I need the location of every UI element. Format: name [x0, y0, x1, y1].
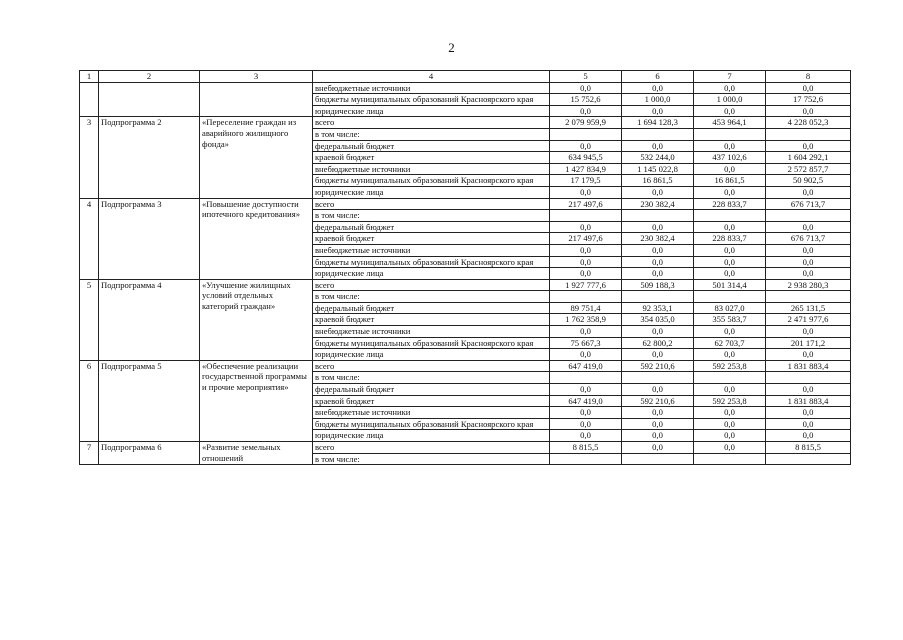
funding-source-cell: бюджеты муниципальных образований Красноярского края [313, 175, 550, 187]
value-cell: 0,0 [694, 384, 766, 396]
program-name-cell [200, 82, 313, 117]
value-cell: 592 253,8 [694, 395, 766, 407]
table-row [80, 198, 851, 210]
value-cell: 437 102,6 [694, 152, 766, 164]
funding-source-cell: бюджеты муниципальных образований Красноярского края [313, 418, 550, 430]
value-cell [766, 372, 851, 384]
value-cell: 0,0 [766, 140, 851, 152]
funding-source-cell: юридические лица [313, 268, 550, 280]
program-name-cell: «Переселение граждан из аварийного жилищного фонда» [200, 117, 313, 198]
value-cell: 0,0 [550, 221, 622, 233]
value-cell [550, 128, 622, 140]
value-cell: 16 861,5 [694, 175, 766, 187]
value-cell: 0,0 [766, 268, 851, 280]
value-cell: 0,0 [766, 105, 851, 117]
value-cell: 0,0 [550, 407, 622, 419]
row-number-cell: 4 [80, 198, 99, 279]
funding-source-cell: всего [313, 279, 550, 291]
value-cell: 0,0 [622, 186, 694, 198]
value-cell [550, 453, 622, 465]
funding-source-cell: юридические лица [313, 186, 550, 198]
funding-source-cell: внебюджетные источники [313, 244, 550, 256]
value-cell: 0,0 [694, 221, 766, 233]
value-cell: 634 945,5 [550, 152, 622, 164]
value-cell [766, 291, 851, 303]
value-cell [622, 210, 694, 222]
value-cell: 8 815,5 [766, 442, 851, 454]
funding-source-cell: бюджеты муниципальных образований Красноярского края [313, 94, 550, 106]
value-cell: 50 902,5 [766, 175, 851, 187]
value-cell: 228 833,7 [694, 233, 766, 245]
header-cell: 8 [766, 71, 851, 83]
value-cell: 0,0 [550, 418, 622, 430]
value-cell: 2 938 280,3 [766, 279, 851, 291]
value-cell: 0,0 [622, 244, 694, 256]
funding-source-cell: внебюджетные источники [313, 82, 550, 94]
value-cell: 0,0 [550, 349, 622, 361]
program-name-cell: «Обеспечение реализации государственной программы и прочие мероприятия» [200, 360, 313, 441]
value-cell [766, 210, 851, 222]
row-number-cell: 3 [80, 117, 99, 198]
funding-source-cell: в том числе: [313, 291, 550, 303]
program-name-cell: «Улучшение жилищных условий отдельных категорий граждан» [200, 279, 313, 360]
value-cell: 1 000,0 [694, 94, 766, 106]
funding-source-cell: всего [313, 442, 550, 454]
program-cell: Подпрограмма 5 [99, 360, 200, 441]
funding-source-cell: всего [313, 360, 550, 372]
value-cell: 75 667,3 [550, 337, 622, 349]
header-cell: 5 [550, 71, 622, 83]
value-cell: 17 179,5 [550, 175, 622, 187]
value-cell: 1 927 777,6 [550, 279, 622, 291]
funding-source-cell: федеральный бюджет [313, 302, 550, 314]
value-cell: 0,0 [694, 407, 766, 419]
value-cell: 0,0 [550, 256, 622, 268]
value-cell: 592 253,8 [694, 360, 766, 372]
value-cell: 201 171,2 [766, 337, 851, 349]
value-cell: 62 703,7 [694, 337, 766, 349]
value-cell: 501 314,4 [694, 279, 766, 291]
table-row [80, 117, 851, 129]
funding-source-cell: в том числе: [313, 128, 550, 140]
program-cell: Подпрограмма 2 [99, 117, 200, 198]
funding-source-cell: краевой бюджет [313, 152, 550, 164]
value-cell [550, 210, 622, 222]
value-cell [694, 453, 766, 465]
value-cell: 0,0 [550, 244, 622, 256]
value-cell: 228 833,7 [694, 198, 766, 210]
value-cell: 1 604 292,1 [766, 152, 851, 164]
value-cell [550, 291, 622, 303]
program-cell: Подпрограмма 6 [99, 442, 200, 465]
funding-source-cell: федеральный бюджет [313, 384, 550, 396]
row-number-cell: 5 [80, 279, 99, 360]
value-cell: 0,0 [694, 349, 766, 361]
value-cell: 0,0 [694, 326, 766, 338]
value-cell: 676 713,7 [766, 233, 851, 245]
value-cell: 0,0 [622, 407, 694, 419]
table-row [80, 279, 851, 291]
funding-source-cell: юридические лица [313, 430, 550, 442]
value-cell: 0,0 [622, 140, 694, 152]
funding-source-cell: всего [313, 117, 550, 129]
value-cell: 0,0 [766, 326, 851, 338]
value-cell [550, 372, 622, 384]
value-cell: 8 815,5 [550, 442, 622, 454]
funding-source-cell: бюджеты муниципальных образований Красноярского края [313, 256, 550, 268]
value-cell: 0,0 [622, 349, 694, 361]
page-number: 2 [448, 40, 455, 55]
value-cell: 355 583,7 [694, 314, 766, 326]
value-cell: 0,0 [766, 418, 851, 430]
funding-source-cell: внебюджетные источники [313, 407, 550, 419]
funding-source-cell: федеральный бюджет [313, 140, 550, 152]
funding-source-cell: краевой бюджет [313, 314, 550, 326]
program-cell: Подпрограмма 3 [99, 198, 200, 279]
value-cell: 0,0 [694, 430, 766, 442]
value-cell: 89 751,4 [550, 302, 622, 314]
value-cell [694, 128, 766, 140]
value-cell: 1 427 834,9 [550, 163, 622, 175]
table-row [80, 360, 851, 372]
value-cell [766, 128, 851, 140]
value-cell: 0,0 [550, 140, 622, 152]
value-cell: 2 572 857,7 [766, 163, 851, 175]
value-cell: 217 497,6 [550, 233, 622, 245]
value-cell: 0,0 [622, 418, 694, 430]
value-cell: 0,0 [550, 82, 622, 94]
value-cell: 453 964,1 [694, 117, 766, 129]
value-cell [694, 291, 766, 303]
value-cell: 0,0 [550, 186, 622, 198]
value-cell [622, 291, 694, 303]
header-cell: 3 [200, 71, 313, 83]
value-cell: 2 079 959,9 [550, 117, 622, 129]
funding-source-cell: в том числе: [313, 372, 550, 384]
value-cell: 0,0 [694, 268, 766, 280]
program-cell: Подпрограмма 4 [99, 279, 200, 360]
funding-source-cell: в том числе: [313, 210, 550, 222]
funding-source-cell: внебюджетные источники [313, 163, 550, 175]
value-cell [694, 372, 766, 384]
header-cell: 7 [694, 71, 766, 83]
value-cell: 0,0 [766, 407, 851, 419]
value-cell: 62 800,2 [622, 337, 694, 349]
value-cell: 1 694 128,3 [622, 117, 694, 129]
budget-table [79, 70, 851, 465]
value-cell: 0,0 [694, 244, 766, 256]
value-cell: 0,0 [622, 82, 694, 94]
value-cell: 0,0 [766, 221, 851, 233]
value-cell: 0,0 [550, 326, 622, 338]
funding-source-cell: в том числе: [313, 453, 550, 465]
value-cell: 230 382,4 [622, 198, 694, 210]
program-name-cell: «Повышение доступности ипотечного кредитования» [200, 198, 313, 279]
value-cell: 0,0 [694, 442, 766, 454]
value-cell: 1 762 358,9 [550, 314, 622, 326]
funding-source-cell: бюджеты муниципальных образований Красноярского края [313, 337, 550, 349]
value-cell: 0,0 [622, 326, 694, 338]
value-cell: 0,0 [694, 105, 766, 117]
value-cell [622, 128, 694, 140]
header-cell: 2 [99, 71, 200, 83]
header-cell: 1 [80, 71, 99, 83]
value-cell: 0,0 [766, 349, 851, 361]
value-cell: 0,0 [694, 82, 766, 94]
value-cell: 15 752,6 [550, 94, 622, 106]
value-cell: 592 210,6 [622, 395, 694, 407]
value-cell: 0,0 [766, 186, 851, 198]
value-cell: 4 228 052,3 [766, 117, 851, 129]
value-cell [622, 372, 694, 384]
value-cell: 0,0 [622, 256, 694, 268]
value-cell: 16 861,5 [622, 175, 694, 187]
program-name-cell: «Развитие земельных отношений [200, 442, 313, 465]
funding-source-cell: юридические лица [313, 349, 550, 361]
value-cell: 0,0 [622, 268, 694, 280]
header-row [80, 71, 851, 83]
value-cell: 1 000,0 [622, 94, 694, 106]
value-cell: 2 471 977,6 [766, 314, 851, 326]
value-cell: 0,0 [550, 268, 622, 280]
funding-source-cell: юридические лица [313, 105, 550, 117]
value-cell: 92 353,1 [622, 302, 694, 314]
table-row [80, 442, 851, 454]
value-cell: 0,0 [622, 221, 694, 233]
value-cell: 230 382,4 [622, 233, 694, 245]
value-cell: 0,0 [694, 418, 766, 430]
value-cell [622, 453, 694, 465]
value-cell: 0,0 [766, 82, 851, 94]
value-cell: 0,0 [694, 163, 766, 175]
value-cell: 0,0 [694, 186, 766, 198]
value-cell: 676 713,7 [766, 198, 851, 210]
value-cell: 217 497,6 [550, 198, 622, 210]
value-cell: 0,0 [694, 256, 766, 268]
value-cell: 0,0 [550, 105, 622, 117]
row-number-cell: 7 [80, 442, 99, 465]
value-cell: 0,0 [766, 256, 851, 268]
value-cell: 509 188,3 [622, 279, 694, 291]
value-cell: 532 244,0 [622, 152, 694, 164]
value-cell: 592 210,6 [622, 360, 694, 372]
value-cell: 1 831 883,4 [766, 395, 851, 407]
table-row [80, 82, 851, 94]
header-cell: 6 [622, 71, 694, 83]
value-cell: 0,0 [550, 384, 622, 396]
row-number-cell [80, 82, 99, 117]
value-cell: 647 419,0 [550, 360, 622, 372]
value-cell: 265 131,5 [766, 302, 851, 314]
header-cell: 4 [313, 71, 550, 83]
funding-source-cell: внебюджетные источники [313, 326, 550, 338]
value-cell: 17 752,6 [766, 94, 851, 106]
funding-source-cell: всего [313, 198, 550, 210]
value-cell: 1 831 883,4 [766, 360, 851, 372]
value-cell: 0,0 [622, 430, 694, 442]
funding-source-cell: краевой бюджет [313, 395, 550, 407]
value-cell: 0,0 [622, 442, 694, 454]
value-cell: 647 419,0 [550, 395, 622, 407]
value-cell: 354 035,0 [622, 314, 694, 326]
funding-source-cell: краевой бюджет [313, 233, 550, 245]
table-body [80, 71, 851, 465]
row-number-cell: 6 [80, 360, 99, 441]
value-cell: 0,0 [622, 384, 694, 396]
value-cell: 83 027,0 [694, 302, 766, 314]
value-cell: 1 145 022,8 [622, 163, 694, 175]
value-cell: 0,0 [550, 430, 622, 442]
value-cell [694, 210, 766, 222]
value-cell: 0,0 [766, 430, 851, 442]
program-cell [99, 82, 200, 117]
value-cell: 0,0 [766, 384, 851, 396]
value-cell: 0,0 [766, 244, 851, 256]
value-cell: 0,0 [622, 105, 694, 117]
value-cell: 0,0 [694, 140, 766, 152]
value-cell [766, 453, 851, 465]
funding-source-cell: федеральный бюджет [313, 221, 550, 233]
